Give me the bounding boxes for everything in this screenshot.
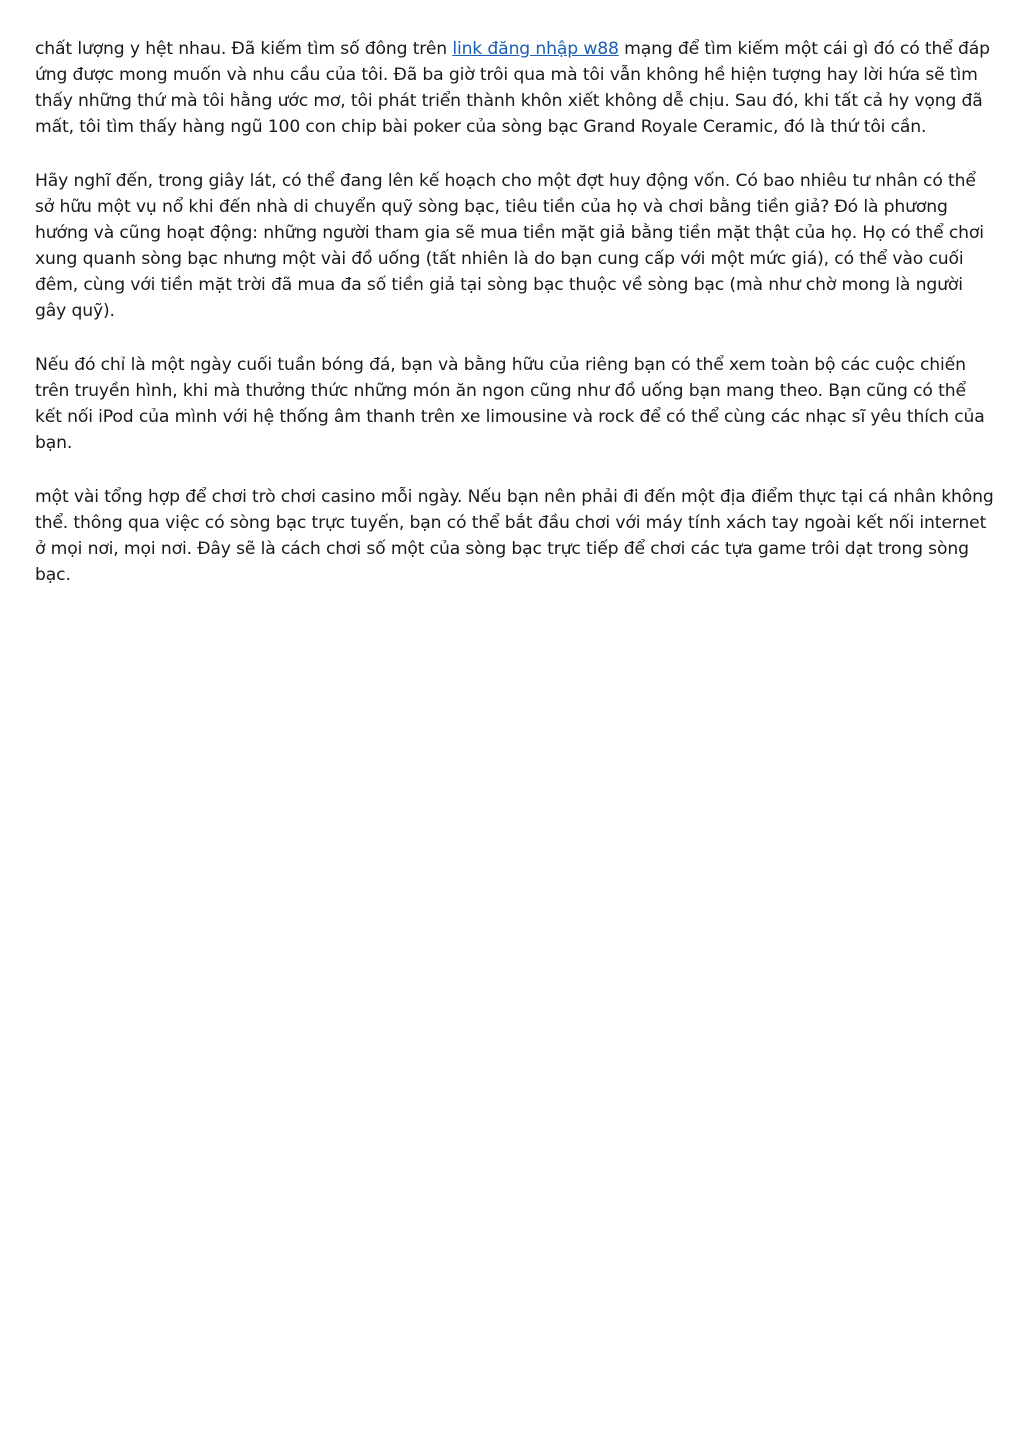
paragraph-3: Nếu đó chỉ là một ngày cuối tuần bóng đá, bạn và bằng hữu của riêng bạn có thể xem toàn bộ các cuộc chiến trên truyền hình, khi mà thưởng thức những món ăn ngon cũng như đồ uống bạn mang theo. Bạn cũng có thể kết nối iPod của mình với hệ thống âm thanh trên xe limousine và rock để có thể cùng các nhạc sĩ yêu thích của bạn. [35, 355, 985, 453]
w88-login-link[interactable]: link đăng nhập w88 [452, 39, 619, 59]
document-page [35, 36, 995, 616]
paragraph-4: một vài tổng hợp để chơi trò chơi casino mỗi ngày. Nếu bạn nên phải đi đến một địa điểm thực tại cá nhân không thể. thông qua việc có sòng bạc trực tuyến, bạn có thể bắt đầu chơi với máy tính xách tay ngoài kết nối internet ở mọi nơi, mọi nơi. Đây sẽ là cách chơi số một của sòng bạc trực tiếp để chơi các tựa game trôi dạt trong sòng bạc. [35, 487, 994, 585]
paragraph-2: Hãy nghĩ đến, trong giây lát, có thể đang lên kế hoạch cho một đợt huy động vốn. Có bao nhiêu tư nhân có thể sở hữu một vụ nổ khi đến nhà di chuyển quỹ sòng bạc, tiêu tiền của họ và chơi bằng tiền giả? Đó là phương hướng và cũng hoạt động: những người tham gia sẽ mua tiền mặt giả bằng tiền mặt thật của họ. Họ có thể chơi xung quanh sòng bạc nhưng một vài đồ uống (tất nhiên là do bạn cung cấp với một mức giá), có thể vào cuối đêm, cùng với tiền mặt trời đã mua đa số tiền giả tại sòng bạc thuộc về sòng bạc (mà như chờ mong là người gây quỹ). [35, 171, 984, 321]
paragraph-1-text-start: chất lượng y hệt nhau. Đã kiếm tìm số đông trên [35, 39, 453, 59]
paragraph-1-text-end: mạng để tìm kiếm một cái gì đó có thể đáp ứng được mong muốn và nhu cầu của tôi. Đã ba giờ trôi qua mà tôi vẫn không hề hiện tượng hay lời hứa sẽ tìm thấy những thứ mà tôi hằng ước mơ, tôi phát triển thành khôn xiết không dễ chịu. Sau đó, khi tất cả hy vọng đã mất, tôi tìm thấy hàng ngũ 100 con chip bài poker của sòng bạc Grand Royale Ceramic, đó là thứ tôi cần. [35, 39, 990, 137]
paragraph-1 [35, 36, 995, 140]
